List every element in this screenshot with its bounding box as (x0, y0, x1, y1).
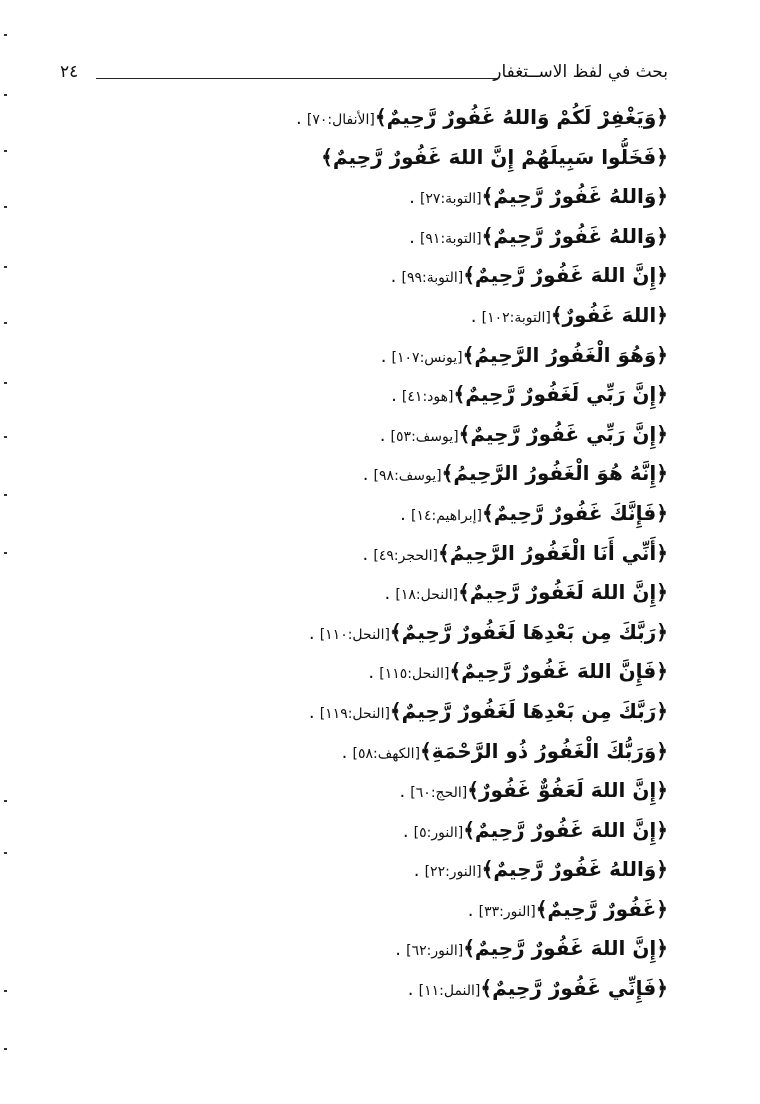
verse-end-mark: . (362, 464, 369, 486)
scan-mark (4, 552, 7, 554)
verse-reference: [يونس:١٠٧] (391, 349, 463, 366)
verse-text: ﴿إِنَّهُ هُوَ الْغَفُورُ الرَّحِيمُ﴾ (441, 461, 668, 486)
verse-line (108, 613, 668, 653)
verse-text: ﴿إِنَّ رَبِّي غَفُورٌ رَّحِيمٌ﴾ (458, 421, 668, 446)
verse-reference: [الأنفال:٧٠] (306, 112, 375, 128)
verse-reference: [التوبة:٩١] (419, 230, 482, 247)
verse-line (108, 534, 668, 574)
scan-mark (4, 150, 7, 152)
verse-text: ﴿إِنَّ اللهَ غَفُورٌ رَّحِيمٌ﴾ (463, 263, 668, 288)
verse-reference: [يوسف:٥٣] (390, 428, 459, 445)
scan-mark (4, 382, 7, 384)
verse-text: ﴿وَاللهُ غَفُورٌ رَّحِيمٌ﴾ (481, 184, 668, 209)
verse-line (108, 890, 668, 930)
verse-reference: [هود:٤١] (401, 389, 454, 406)
verse-reference: [الكهف:٥٨] (352, 745, 421, 762)
scan-mark (4, 266, 7, 268)
verse-end-mark: . (308, 701, 315, 723)
scan-mark (4, 494, 7, 496)
scan-mark (4, 800, 7, 802)
verse-text: ﴿اللهَ غَفُورٌ﴾ (550, 302, 668, 327)
verse-text: ﴿فَإِنَّكَ غَفُورٌ رَّحِيمٌ﴾ (482, 500, 668, 525)
scan-mark (4, 322, 7, 324)
verse-end-mark: . (407, 979, 414, 1001)
verse-line (108, 732, 668, 772)
scan-mark (4, 852, 7, 854)
verse-text: ﴿وَاللهُ غَفُورٌ رَّحِيمٌ﴾ (481, 857, 668, 882)
verse-end-mark: . (341, 741, 348, 763)
verse-text: ﴿فَإِنِّي غَفُورٌ رَّحِيمٌ﴾ (480, 976, 668, 1001)
scan-mark (4, 206, 7, 208)
verse-end-mark: . (391, 385, 397, 407)
verse-line (108, 929, 668, 969)
verse-line (108, 652, 668, 692)
verse-line (108, 177, 668, 217)
verse-reference: [التوبة:٩٩] (401, 270, 464, 287)
verse-end-mark: . (409, 187, 415, 209)
page-header (60, 62, 668, 90)
verse-end-mark: . (379, 424, 386, 446)
verse-text: ﴿إِنَّ اللهَ غَفُورٌ رَّحِيمٌ﴾ (463, 817, 668, 842)
scan-mark (4, 990, 7, 992)
running-title: بحث في لفظ الاســتغفار (493, 62, 668, 82)
header-rule (96, 78, 498, 79)
verse-end-mark: . (296, 108, 302, 129)
verse-end-mark: . (390, 266, 397, 288)
verse-line (108, 336, 668, 376)
verse-end-mark: . (380, 345, 387, 367)
verse-list (108, 98, 668, 1009)
verse-end-mark: . (400, 503, 406, 525)
verse-reference: [النمل:١١] (418, 983, 481, 1000)
verse-text: ﴿فَخَلُّوا سَبِيلَهُمْ إِنَّ اللهَ غَفُورٌ رَّحِيمٌ﴾ (321, 144, 668, 169)
verse-text: ﴿إِنَّ اللهَ لَعَفُوٌّ غَفُورٌ﴾ (467, 778, 668, 803)
verse-text: ﴿رَبَّكَ مِن بَعْدِهَا لَغَفُورٌ رَّحِيمٌ﴾ (389, 698, 668, 723)
verse-line (108, 138, 668, 178)
verse-reference: [النور:٦٢] (406, 943, 464, 960)
verse-text: ﴿وَاللهُ غَفُورٌ رَّحِيمٌ﴾ (481, 223, 668, 248)
verse-end-mark: . (368, 662, 375, 684)
verse-reference: [التوبة:١٠٢] (481, 309, 551, 326)
verse-end-mark: . (362, 543, 369, 565)
verse-line (108, 494, 668, 534)
verse-line (108, 692, 668, 732)
verse-line (108, 256, 668, 296)
verse-line (108, 850, 668, 890)
scan-mark (4, 34, 7, 36)
verse-line (108, 375, 668, 415)
verse-text: ﴿إِنَّ اللهَ لَغَفُورٌ رَّحِيمٌ﴾ (458, 580, 668, 605)
scan-mark (4, 1048, 7, 1050)
verse-text: ﴿وَيَغْفِرْ لَكُمْ وَاللهُ غَفُورٌ رَّحِيمٌ﴾ (374, 105, 668, 129)
verse-end-mark: . (308, 622, 315, 644)
verse-line (108, 217, 668, 257)
verse-line (108, 771, 668, 811)
verse-reference: [التوبة:٢٧] (419, 191, 482, 208)
verse-text: ﴿رَبَّكَ مِن بَعْدِهَا لَغَفُورٌ رَّحِيمٌ﴾ (389, 619, 668, 644)
verse-reference: [إبراهيم:١٤] (410, 507, 482, 524)
verse-line (108, 811, 668, 851)
verse-line (108, 296, 668, 336)
verse-text: ﴿إِنَّ رَبِّي لَغَفُورٌ رَّحِيمٌ﴾ (453, 382, 668, 407)
verse-end-mark: . (470, 305, 477, 327)
verse-end-mark: . (409, 226, 415, 248)
verse-reference: [يوسف:٩٨] (373, 468, 442, 485)
verse-end-mark: . (413, 860, 420, 882)
verse-text: ﴿وَرَبُّكَ الْغَفُورُ ذُو الرَّحْمَةِ﴾ (420, 738, 668, 763)
verse-reference: [النور:٢٢] (424, 864, 482, 881)
verse-text: ﴿وَهُوَ الْغَفُورُ الرَّحِيمُ﴾ (462, 342, 668, 367)
verse-line (108, 969, 668, 1009)
verse-reference: [الحج:٦٠] (410, 785, 468, 802)
verse-line (108, 454, 668, 494)
verse-reference: [النحل:١١٠] (319, 626, 390, 643)
verse-line (108, 98, 668, 138)
verse-reference: [النحل:١١٩] (319, 705, 390, 722)
verse-end-mark: . (402, 820, 409, 842)
verse-reference: [الحجر:٤٩] (373, 547, 439, 564)
verse-line (108, 415, 668, 455)
verse-end-mark: . (384, 583, 391, 605)
page-number: ٢٤ (60, 62, 79, 82)
verse-text: ﴿أَنِّي أَنَا الْغَفُورُ الرَّحِيمُ﴾ (438, 540, 668, 565)
verse-text: ﴿فَإِنَّ اللهَ غَفُورٌ رَّحِيمٌ﴾ (449, 659, 668, 684)
verse-end-mark: . (395, 939, 402, 961)
verse-reference: [النحل:١٨] (395, 587, 459, 604)
verse-end-mark: . (399, 781, 406, 803)
verse-reference: [النور:٥] (413, 824, 464, 841)
verse-end-mark: . (467, 899, 474, 921)
verse-reference: [النحل:١١٥] (379, 666, 450, 683)
verse-text: ﴿إِنَّ اللهَ غَفُورٌ رَّحِيمٌ﴾ (463, 936, 668, 961)
verse-reference: [النور:٣٣] (478, 903, 536, 920)
verse-text: ﴿غَفُورٌ رَّحِيمٌ﴾ (535, 896, 668, 921)
scan-mark (4, 94, 7, 96)
scan-mark (4, 436, 7, 438)
verse-line (108, 573, 668, 613)
